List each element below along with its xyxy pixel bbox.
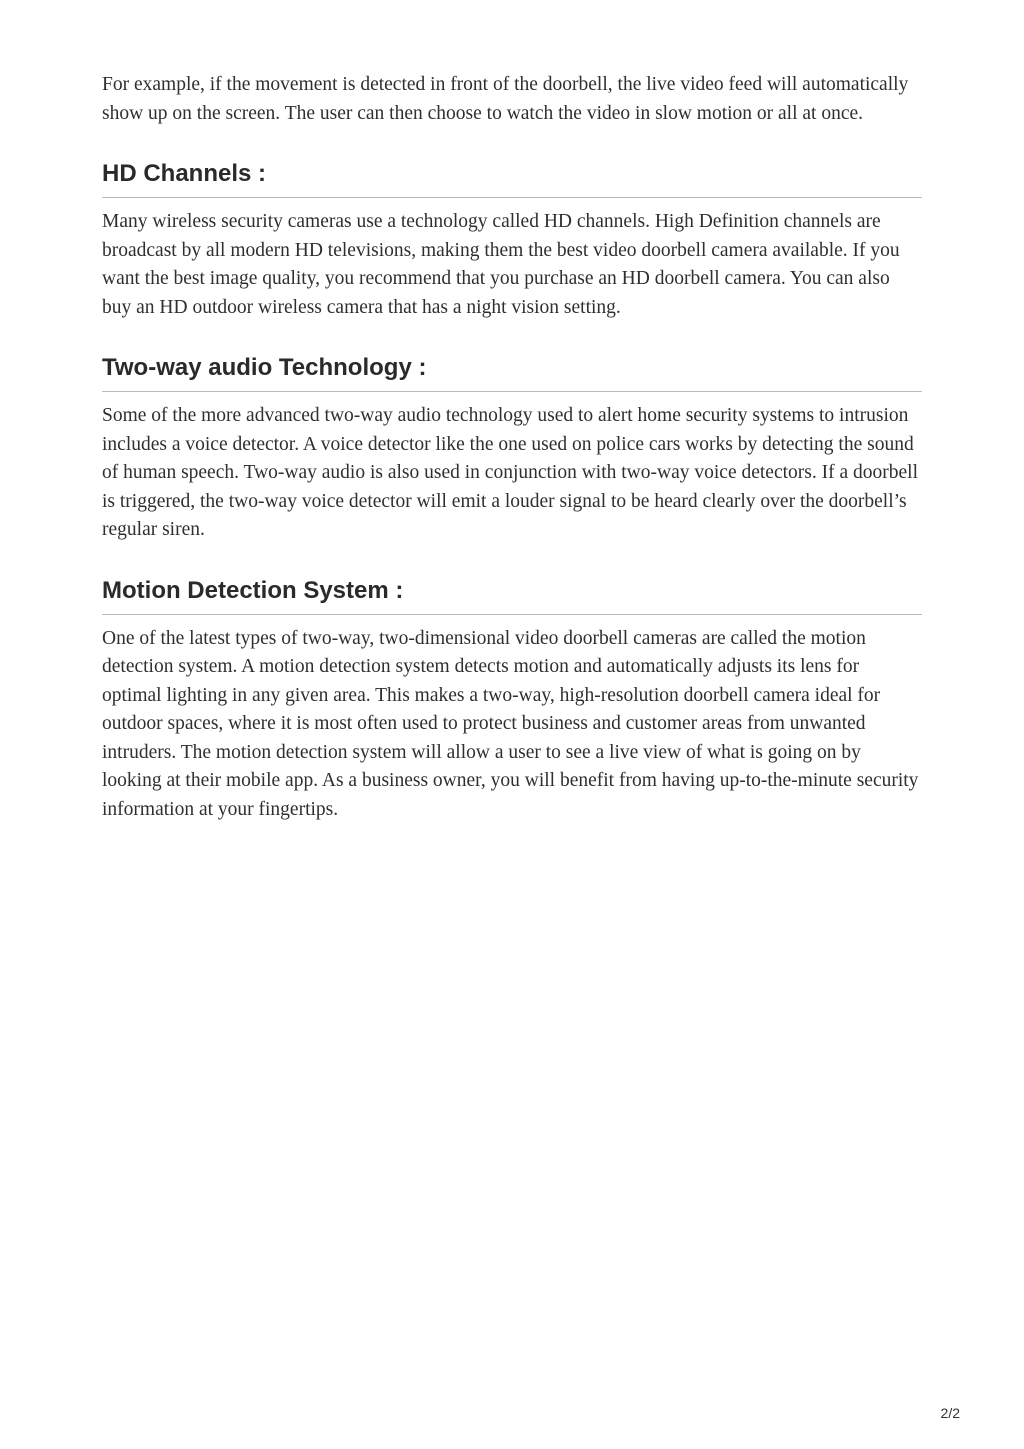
intro-paragraph: For example, if the movement is detected in front of the doorbell, the live video feed will automatically show up on the screen. The user can then choose to watch the video in slow motion or all at once. — [102, 74, 909, 124]
section-heading: Motion Detection System : — [102, 576, 922, 615]
section-two-way-audio — [102, 353, 922, 545]
page-number: 2/2 — [940, 1405, 960, 1421]
section-paragraph: Some of the more advanced two-way audio technology used to alert home security systems to intrusion includes a voice detector. A voice detector like the one used on police cars works by detecting the sound of human speech. Two-way audio is also used in conjunction with two-way voice detectors. If a doorbell is triggered, the two-way voice detector will emit a louder signal to be heard clearly over the doorbell’s regular siren. — [102, 405, 918, 540]
section-paragraph: Many wireless security cameras use a technology called HD channels. High Definition channels are broadcast by all modern HD televisions, making them the best video doorbell camera available. If you want the best image quality, you recommend that you purchase an HD doorbell camera. You can also buy an HD outdoor wireless camera that has a night vision setting. — [102, 211, 900, 318]
document-content — [102, 71, 922, 824]
section-heading: HD Channels : — [102, 159, 922, 198]
section-paragraph: One of the latest types of two-way, two-dimensional video doorbell cameras are called the motion detection system. A motion detection system detects motion and automatically adjusts its lens for optimal lighting in any given area. This makes a two-way, high-resolution doorbell camera ideal for outdoor spaces, where it is most often used to protect business and customer areas from unwanted intruders. The motion detection system will allow a user to see a live view of what is going on by looking at their mobile app. As a business owner, you will benefit from having up-to-the-minute security information at your fingertips. — [102, 627, 919, 820]
section-heading: Two-way audio Technology : — [102, 353, 922, 392]
section-hd-channels — [102, 159, 922, 322]
section-motion-detection — [102, 576, 922, 825]
